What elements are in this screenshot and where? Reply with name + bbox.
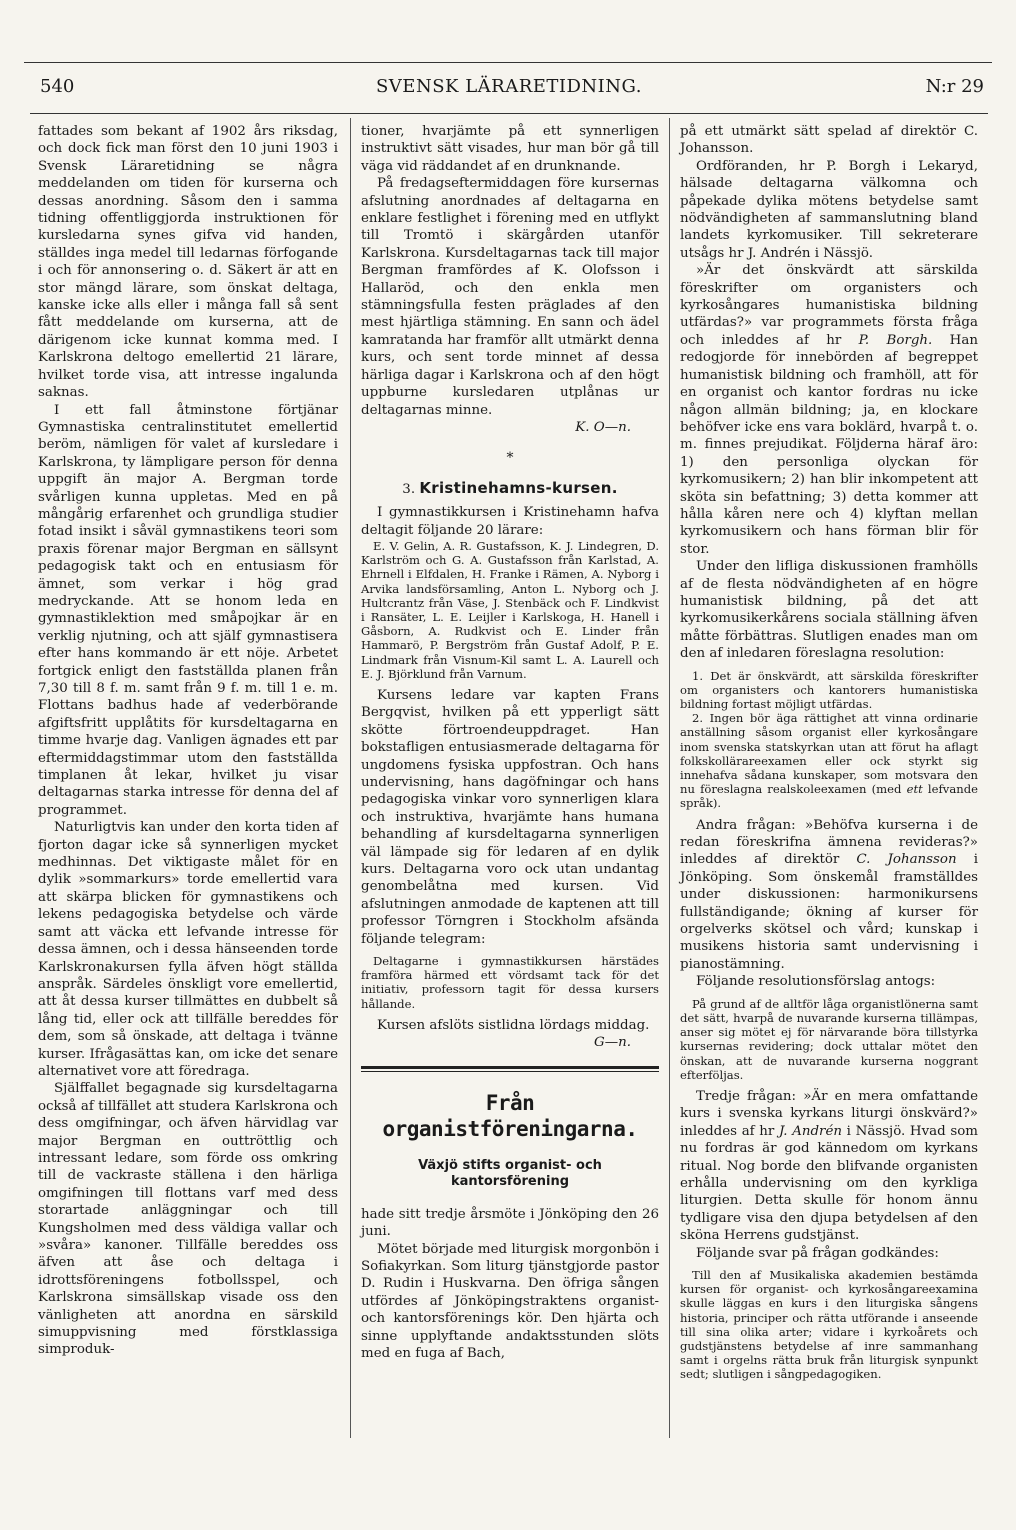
text-run: Han redogjorde för innebörden af begreppet humanistisk bildning och framhöll, att för en organist och kantor fordras nu icke någon allmän bildning; ja, en klockare behöfver icke ens vara boklärd, hvarpå t. o. m. finnes prejudikat. Följderna häraf äro: 1) den personliga olyckan för kyrkomusikern; 2) han blir inkompetent att sköta sin befattning; 3) detta kommer att hålla kåren nere och 4) klyftan mellan kyrkomusikern och hans förman blir för stor.: [680, 332, 978, 557]
header-rule: [30, 113, 988, 114]
text-run: Tredje frågan: »Är en mera omfattande kurs i svenska kyrkans liturgi önskvärd?» inleddes af hr: [680, 1088, 978, 1139]
signature: K. O—n.: [575, 419, 631, 435]
signature: G—n.: [594, 1035, 631, 1051]
resolution: [680, 669, 978, 811]
column-3: [680, 123, 978, 1382]
text-run: i Nässjö. Hvad som nu fordras är god kännedom om kyrkans ritual. Nog borde den blifvande organisten erhålla undervisning om den kyrkliga liturgien. Detta skulle för honom ännu tydligare visa den djupa betydelsen af den sköna Herrens gudstjänst.: [680, 1123, 978, 1244]
paragraph: på ett utmärkt sätt spelad af direktör C. Johansson.: [680, 124, 978, 157]
section-heading: [361, 480, 659, 498]
paragraph: Mötet började med liturgisk morgonbön i Sofiakyrkan. Som liturg tjänstgjorde pastor D. Rudin i Huskvarna. Den öfriga sången utfördes af Jönköpingstraktens organist- och kantorsförenings kör. Den hjärta och sinne upplyftande andaktsstunden slöts med en fuga af Bach,: [361, 1241, 659, 1361]
paragraph: Kursens ledare var kapten Frans Bergqvist, hvilken på ett ypperligt sätt skötte förtroendeuppdraget. Han bokstafligen entusiasmerade deltagarna för ungdomens fysiska uppfostran. Och hans undervisning, hans dagöfningar och hans pedagogiska vinkar voro synnerligen klara och instruktiva, hvarjämte hans humana behandling af kursdeltagarna synnerligen väl lämpade sig för ledaren af en dylik kurs. Deltagarna voro ock utan undantag genombelåtna med kursen. Vid afslutningen anmodade de kaptenen att till professor Törngren i Stockholm afsända följande telegram:: [361, 687, 659, 947]
paragraph: tioner, hvarjämte på ett synnerligen instruktivt sätt visades, hur man bör gå till väga vid räddandet af en drunknande.: [361, 124, 659, 174]
column-divider: [669, 118, 670, 1438]
issue-number: N:r 29: [925, 76, 984, 97]
paragraph: Naturligtvis kan under den korta tiden af fjorton dagar icke så synnerligen mycket medhinnas. Det viktigaste målet för en dylik »sommarkurs» torde emellertid vara att skärpa blicken för gymnastikens och lekens pedagogiska betydelse och värde samt att väcka ett lefvande intresse för dessa ämnen, och i dessa hänseenden torde Karlskronakursen fylla äfven högt ställda anspråk. Särdeles önskligt vore emellertid, att åt dessa kurser tillmättes en dubbelt så lång tid, eller ock att tillfälle bereddes för dem, som så önskade, att deltaga i tvänne kurser. Ifrågasättas kan, om icke det senare alternativet vore att föredraga.: [38, 820, 338, 1079]
paragraph: I ett fall åtminstone förtjänar Gymnastiska centralinstitutet emellertid beröm, nämligen för valet af kursledare i Karlskrona, ty lämpligare person för denna uppgift än major A. Bergman torde svårligen kunna uppletas. Med en på mångårig erfarenhet och grundliga studier fotad insikt i såväl gymnastikens teori som praxis förenar major Bergman en sällsynt pedagogisk takt och en entusiasm för ämnet, som verkar i hög grad medryckande. Att se honom leda en gymnastiklektion med småpojkar är en verklig njutning, och att själf gymnastisera efter hans kommando är ett nöje. Arbetet fortgick enligt den fastställda planen från 7,30 till 8 f. m. samt från 9 f. m. till 1 e. m. Flottans badhus hade af vederbörande afgiftsfritt upplåtits för kursdeltagarna en timme hvarje dag. Vanligen ägnades ett par eftermiddagstimmar utom den fastställda timplanen åt lekar, hvilket ju visar deltagarnas starka intresse för denna del af programmet.: [38, 402, 338, 818]
person-name: P. Borgh.: [858, 332, 933, 348]
paragraph: Själffallet begagnade sig kursdeltagarna också af tillfället att studera Karlskrona och dess omgifningar, och äfven härvidlag var major Bergman en outtröttlig och intressant ledare, som förde oss omkring till de vackraste ställena i den härliga omgifningen till flottans varf med dess storartade anläggningar och till Kungsholmen med dess väldiga vallar och »svåra» kanoner. Tillfälle bereddes oss äfven att åse och deltaga i idrottsföreningens fotbollsspel, och Karlskrona simsällskap visade oss den vänligheten att anordna en särskild simuppvisning med förstklassiga simproduk-: [38, 1081, 338, 1358]
article-heading: Från organistföreningarna.: [382, 1090, 638, 1141]
paragraph: [680, 817, 978, 974]
paragraph: Ordföranden, hr P. Borgh i Lekaryd, hälsade deltagarna välkomna och påpekade dylika mötens betydelse samt nödvändigheten af sammanslutning bland landets kyrkomusiker. Till sekreterare utsågs hr J. Andrén i Nässjö.: [680, 158, 978, 261]
paragraph: I gymnastikkursen i Kristinehamn hafva deltagit följande 20 lärare:: [361, 505, 659, 538]
column-divider: [350, 118, 351, 1438]
resolution: [680, 997, 978, 1082]
resolution-item: [680, 711, 978, 810]
top-rule: [24, 62, 992, 63]
text-run: i Jönköping. Som önskemål framställdes under diskussionen: harmonikursens fullständigande; ökning af kurser för orgelverks skötsel och vård; kunskap i musikens historia samt undervisning i pianostämning.: [680, 852, 978, 972]
resolution-item: 1. Det är önskvärdt, att särskilda föreskrifter om organisters och kantorers humanistiska bildning fortast möjligt utfärdas.: [680, 668, 978, 711]
paragraph: Följande svar på frågan godkändes:: [696, 1245, 939, 1261]
double-rule: [361, 1066, 659, 1072]
person-name: C. Johansson: [856, 852, 957, 868]
paragraph: [680, 262, 978, 558]
article-subheading: Växjö stifts organist- och kantorsförening: [418, 1157, 602, 1189]
participant-list: [361, 539, 659, 681]
resolution-item: På grund af de alltför låga organistlönerna samt det sätt, hvarpå de nuvarande kurserna tillämpas, anser sig mötet ej för närvarande böra tillstyrka kursernas revidering; dock uttalar mötet den önskan, att de nuvarande kurserna noggrant efterföljas.: [680, 996, 978, 1082]
publication-title: SVENSK LÄRARETIDNING.: [375, 76, 643, 97]
text-run: »Är det önskvärdt att särskilda föreskrifter om organisters och kyrkosångares humanistiska bildning utfärdas?» var programmets första fråga och inleddes af hr: [680, 263, 978, 348]
paragraph: hade sitt tredje årsmöte i Jönköping den 26 juni.: [361, 1206, 659, 1240]
paragraph: Under den lifliga diskussionen framhölls af de flesta nödvändigheten af en högre humanistisk bildning, på det att kyrkomusikerkårens sociala ställning äfven måtte förbättras. Slutligen enades man om den af inledaren föreslagna resolution:: [680, 559, 978, 662]
text-run: 2. Ingen bör äga rättighet att vinna ordinarie anställning såsom organist eller kyrkosångare inom svenska statskyrkan utan att förut ha aflagt folkskollärareexamen eller ock styrkt sig innehafva sådana kunskaper, som motsvara den nu föreslagna realskoleexamen (med: [680, 711, 978, 797]
emphasis: ett: [906, 782, 923, 797]
page-header: [30, 74, 988, 102]
text-run: lefvande språk).: [680, 782, 978, 811]
resolution-item: Till den af Musikaliska akademien bestämda kursen för organist- och kyrkosångareexamina skulle läggas en kurs i den liturgiska sångens historia, principer och rätta utförande i anseende till sina olika arter; vidare i kyrkoårets och gudstjänstens betydelse af inre sammanhang samt i orgelns rätta bruk från liturgisk synpunkt sedt; slutligen i sångpedagogiken.: [680, 1267, 978, 1382]
list-text: E. V. Gelin, A. R. Gustafsson, K. J. Lindegren, D. Karlström och G. A. Gustafsson från Karlstad, A. Ehrnell i Elfdalen, H. Franke i Rämen, A. Nyborg i Arvika landsförsamling, Anton L. Nyborg och J. Hultcrantz från Väse, J. Stenbäck och F. Lindkvist i Ransäter, L. E. Leijler i Karlskoga, H. Hanell i Gåsborn, A. Rudkvist och E. Linder från Hammarö, P. Bergström från Gustaf Adolf, P. E. Lindmark från Visnum-Kil samt L. A. Laurell och E. J. Björklund från Varnum.: [361, 538, 659, 681]
telegram-text: Deltagarne i gymnastikkursen härstädes framföra härmed ett vördsamt tack för det initiativ, professorn tagit för dessa kursers hållande.: [361, 954, 659, 1011]
resolution: [680, 1268, 978, 1382]
section-title: Kristinehamns-kursen.: [419, 478, 618, 497]
column-2: [361, 123, 659, 1362]
paragraph: [680, 1088, 978, 1245]
telegram: [361, 954, 659, 1011]
page-number: 540: [40, 76, 75, 97]
text-run: Andra frågan: »Behöfva kurserna i de redan föreskrifna ämnena revideras?» inleddes af direktör: [680, 817, 978, 868]
paragraph: fattades som bekant af 1902 års riksdag, och dock fick man först den 10 juni 1903 i Svensk Läraretidning se några meddelanden om tiden för kurserna och dessas anordning. Såsom den i samma tidning offentliggjorda instruktionen för kursledarna synes gifva vid handen, ställdes inga medel till ledarnas förfogande i och för annonsering o. d. Säkert är att en stor mängd lärare, som önskat deltaga, kanske icke alls eller i många fall så sent fått meddelande om kurserna, att de därigenom icke kunnat komma med. I Karlskrona deltogo emellertid 21 lärare, hvilket torde visa, att intresse ingalunda saknas.: [38, 124, 338, 401]
paragraph: Kursen afslöts sistlidna lördags middag.: [377, 1017, 650, 1033]
section-separator: *: [506, 450, 514, 467]
paragraph: Följande resolutionsförslag antogs:: [696, 974, 936, 990]
person-name: J. Andrén: [778, 1123, 843, 1139]
section-number: 3.: [402, 481, 416, 497]
column-1: [38, 123, 338, 1359]
paragraph: På fredagseftermiddagen före kursernas afslutning anordnades af deltagarna en enklare festlighet i förening med en utflykt till Tromtö i skärgården utanför Karlskrona. Kursdeltagarnas tack till major Bergman framfördes af K. Olofsson i Hallaröd, och den enkla men stämningsfulla festen präglades af den mest hjärtliga stämning. En sann och ädel kamratanda har framför allt utmärkt denna kurs, och sent torde minnet af dessa härliga dagar i Karlskrona och af den högt uppburne kursledaren utplånas ur deltagarnas minne.: [361, 176, 659, 418]
